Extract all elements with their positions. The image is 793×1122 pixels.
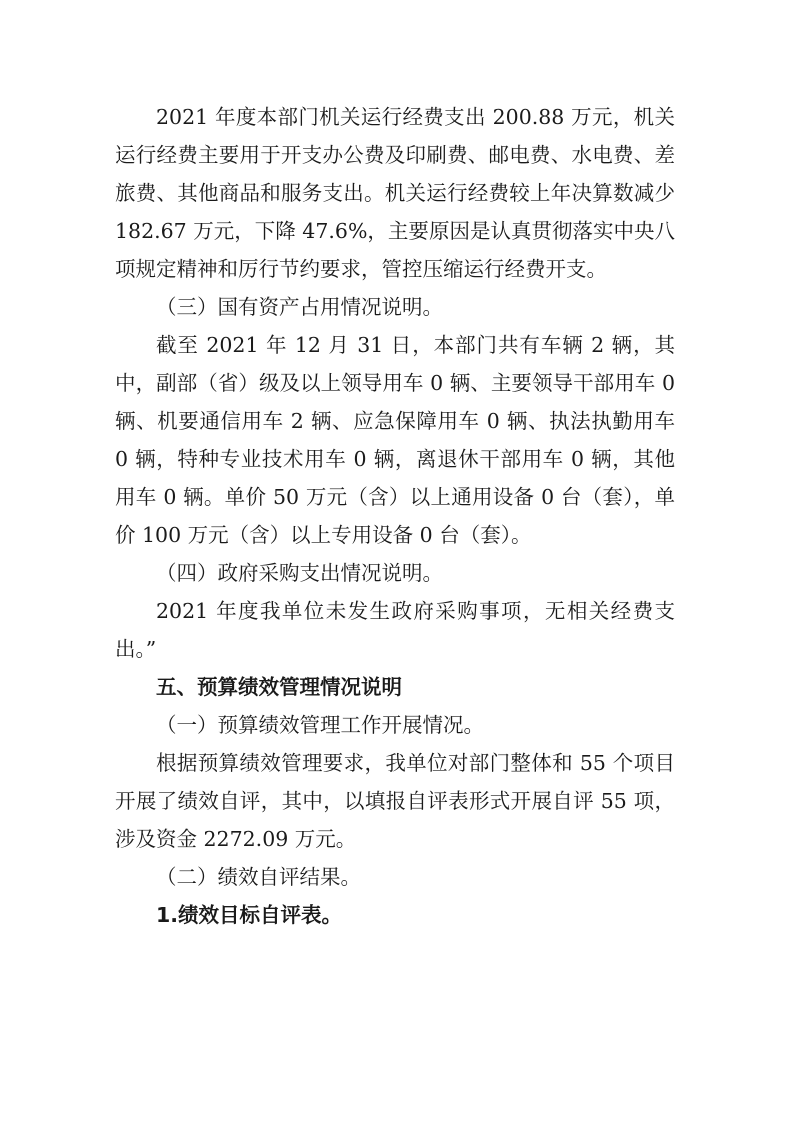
paragraph-performance-evaluation: 根据预算绩效管理要求，我单位对部门整体和 55 个项目开展了绩效自评，其中，以填报自评表形式开展自评 55 项，涉及资金 2272.09 万元。 (115, 751, 675, 851)
document-body (115, 98, 675, 934)
paragraph-vehicles-equipment: 截至 2021 年 12 月 31 日，本部门共有车辆 2 辆，其中，副部（省）级及以上领导用车 0 辆、主要领导干部用车 0 辆、机要通信用车 2 辆、应急保障用车 0 辆、执法执勤用车 0 辆，特种专业技术用车 0 辆，离退休干部用车 0 辆，其他用车 0 辆。单价 50 万元（含）以上通用设备 0 台（套），单价 100 万元（含）以上专用设备 0 台（套）。 (115, 333, 675, 547)
section-heading-performance-work: （一）预算绩效管理工作开展情况。 (156, 713, 484, 737)
section-heading-evaluation-results: （二）绩效自评结果。 (156, 865, 361, 889)
section-heading-procurement: （四）政府采购支出情况说明。 (156, 561, 443, 585)
section-heading-state-assets: （三）国有资产占用情况说明。 (156, 295, 443, 319)
subheading-goal-table: 1.绩效目标自评表。 (156, 903, 343, 927)
paragraph-procurement: 2021 年度我单位未发生政府采购事项，无相关经费支出。” (115, 599, 675, 661)
paragraph-operating-expenses: 2021 年度本部门机关运行经费支出 200.88 万元，机关运行经费主要用于开支办公费及印刷费、邮电费、水电费、差旅费、其他商品和服务支出。机关运行经费较上年决算数减少 182.67 万元，下降 47.6%，主要原因是认真贯彻落实中央八项规定精神和厉行节约要求，管控压缩运行经费开支。 (115, 105, 675, 281)
chapter-heading-performance: 五、预算绩效管理情况说明 (156, 675, 402, 699)
